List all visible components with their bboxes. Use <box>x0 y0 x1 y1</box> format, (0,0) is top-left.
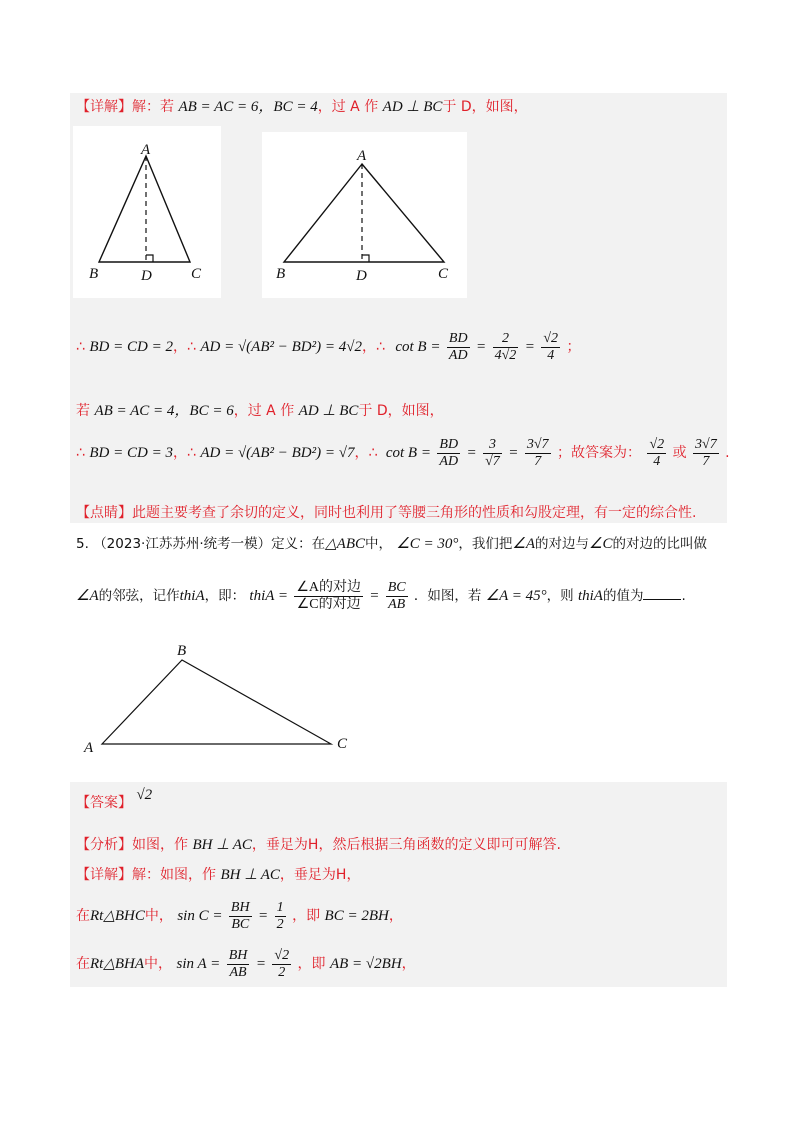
label-D: D <box>141 268 152 284</box>
label-C: C <box>191 266 202 282</box>
fraction: $\frac{3√7}{7}$ <box>526 436 549 469</box>
detail1-line: 【详解】解：若 AB = AC = 6，BC = 4，过 A 作 AD ⊥ BC于 D，如图， <box>76 99 528 115</box>
step1-line: 在Rt△BHC中， sin C = $\frac{BH}{BC}$ = $\frac{1}{2}$ ，即 BC = 2BH， <box>76 899 403 932</box>
analysis-tag: 【分析】 <box>76 837 132 853</box>
fraction: $\frac{3}{√7}$ <box>485 436 500 469</box>
answer-blank <box>643 599 681 600</box>
answer-fraction: $\frac{√2}{4}$ <box>649 436 665 469</box>
answer-fraction: $\frac{3√7}{7}$ <box>695 436 717 469</box>
label-C: C <box>438 266 449 282</box>
detail-tag: 【详解】 <box>76 99 132 115</box>
case2-line: 若 AB = AC = 4，BC = 6，过 A 作 AD ⊥ BC于 D，如图， <box>76 403 444 419</box>
fraction: $\frac{BH}{BC}$ <box>230 899 250 932</box>
question-number: 5. <box>76 536 89 552</box>
comment-tag: 【点睛】 <box>76 505 132 521</box>
fraction: $\frac{1}{2}$ <box>276 899 284 932</box>
calc2-line: ∴ BD = CD = 3，∴ AD = √(AB² − BD²) = √7，∴ cot B = $\frac{BD}{AD}$ = $\frac{3}{√7}$ = $\frac{3√7}{7}$ ；故答案为： $\frac{√2}{4}$ 或 $\frac{3√7}{7}$ . <box>76 436 730 469</box>
question-5-line-1: 5. （2023·江苏苏州·统考一模）定义：在△ABC中， ∠C = 30°，我们把∠A的对边与∠C的对边的比叫做 <box>76 536 707 552</box>
fraction: $\frac{\text{∠A的对边}}{\text{∠C的对边}}$ <box>296 579 361 612</box>
figure-triangle-3 <box>75 638 365 763</box>
step2-line: 在Rt△BHA中， sin A = $\frac{BH}{AB}$ = $\frac{√2}{2}$ ，即 AB = √2BH， <box>76 947 416 980</box>
fraction: $\frac{√2}{4}$ <box>543 330 559 363</box>
triangle-3-svg <box>75 638 365 763</box>
label-B: B <box>276 266 286 282</box>
triangle-1-svg <box>73 126 221 298</box>
figure-triangle-1 <box>73 126 221 298</box>
label-B: B <box>89 266 99 282</box>
triangle-2-svg <box>262 132 467 298</box>
fraction: $\frac{BD}{AD}$ <box>439 436 459 469</box>
calc1-line: ∴ BD = CD = 2，∴ AD = √(AB² − BD²) = 4√2，∴ cot B = $\frac{BD}{AD}$ = $\frac{2}{4√2}$ = $\frac{√2}{4}$ ； <box>76 330 581 363</box>
label-A: A <box>357 148 367 164</box>
analysis-line: 【分析】如图，作 BH ⊥ AC，垂足为H，然后根据三角函数的定义即可可解答. <box>76 837 561 853</box>
detail-tag: 【详解】 <box>76 867 132 883</box>
fraction: $\frac{BH}{AB}$ <box>228 947 248 980</box>
comment-line: 【点睛】此题主要考查了余切的定义，同时也利用了等腰三角形的性质和勾股定理，有一定的综合性. <box>76 505 697 521</box>
detail2-line: 【详解】解：如图，作 BH ⊥ AC，垂足为H， <box>76 867 361 883</box>
fraction: $\frac{2}{4√2}$ <box>494 330 517 363</box>
answer-value: √2 <box>136 787 153 803</box>
question-5-line-2: ∠A的邻弦，记作thiA，即： thiA = $\frac{\text{∠A的对边}}{\text{∠C的对边}}$ = $\frac{BC}{AB}$ ．如图，若 ∠A = 45°，则 thiA的值为 . <box>76 579 686 612</box>
label-D: D <box>356 268 367 284</box>
fraction: $\frac{BC}{AB}$ <box>387 579 406 612</box>
label-B: B <box>177 643 187 659</box>
answer-line <box>76 789 152 817</box>
label-A: A <box>84 740 94 756</box>
fraction: $\frac{√2}{2}$ <box>274 947 290 980</box>
figure-triangle-2 <box>262 132 467 298</box>
label-A: A <box>141 142 151 158</box>
fraction: $\frac{BD}{AD}$ <box>448 330 468 363</box>
label-C: C <box>337 736 348 752</box>
answer-tag: 【答案】 <box>76 795 132 811</box>
